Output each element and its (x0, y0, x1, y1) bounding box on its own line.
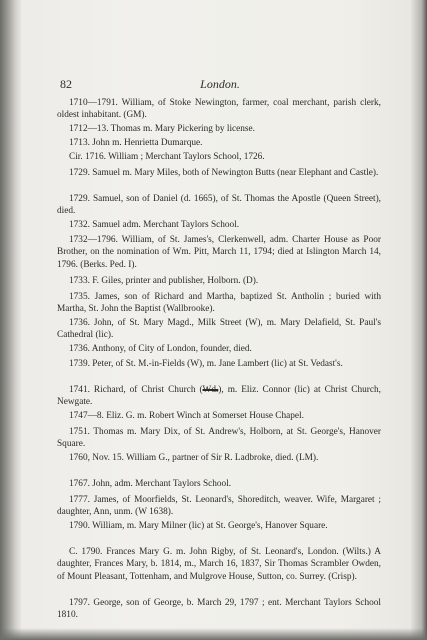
list-item: 1733. F. Giles, printer and publisher, Holborn. (D). (69, 276, 259, 286)
list-item: 1751. Thomas m. Mary Dix, of St. Andrew's, Holborn, at St. George's, Hanover Square. (57, 427, 381, 450)
list-item: 1710—1791. William, of Stoke Newington, farmer, coal merchant, parish clerk, oldest inhabitant. (GM). (57, 98, 381, 121)
list-item: 1747—8. Eliz. G. m. Robert Winch at Somerset House Chapel. (69, 411, 304, 421)
page-bottom-shadow (0, 628, 427, 640)
list-item: 1797. George, son of George, b. March 29, 1797 ; ent. Merchant Taylors School 1810. (57, 598, 381, 621)
list-item: 1736. John, of St. Mary Magd., Milk Street (W), m. Mary Delafield, St. Paul's Cathedral (lic). (57, 318, 381, 341)
list-item: 1712—13. Thomas m. Mary Pickering by license. (69, 124, 255, 134)
page-edge-shadow (409, 0, 427, 640)
page-number: 82 (60, 77, 72, 91)
list-item: 1736. Anthony, of City of London, founder, died. (69, 344, 252, 354)
list-item: 1732—1796. William, of St. James's, Clerkenwell, adm. Charter House as Poor Brother, on the nomination of Wm. Pitt, March 11, 1794; died at Islington March 14, 1796. (Berks. Ped. I). (57, 235, 381, 270)
list-item: 1713. John m. Henrietta Dumarque. (69, 138, 203, 148)
list-item: 1790. William, m. Mary Milner (lic) at St. George's, Hanover Square. (69, 521, 328, 531)
page-gutter-shadow (0, 0, 22, 640)
list-item: 1739. Peter, of St. M.-in-Fields (W), m. Jane Lambert (lic) at St. Vedast's. (69, 359, 343, 369)
list-item: 1729. Samuel, son of Daniel (d. 1665), of St. Thomas the Apostle (Queen Street), died. (57, 194, 381, 217)
list-item: 1777. James, of Moorfields, St. Leonard's, Shoreditch, weaver. Wife, Margaret ; daughter, Ann, unm. (W 1638). (57, 495, 381, 518)
list-item: 1760, Nov. 15. William G., partner of Sir R. Ladbroke, died. (LM). (69, 453, 319, 463)
struck-text: Wd. (202, 385, 219, 395)
list-item: Cir. 1716. William ; Merchant Taylors School, 1726. (69, 152, 265, 162)
list-item: 1767. John, adm. Merchant Taylors School. (69, 479, 232, 489)
list-item: 1732. Samuel adm. Merchant Taylors School. (69, 220, 240, 230)
list-item: 1729. Samuel m. Mary Miles, both of Newington Butts (near Elephant and Castle). (69, 168, 379, 178)
list-item: 1741. Richard, of Christ Church (Wd.), m. Eliz. Connor (lic) at Christ Church, Newgate. (57, 385, 381, 408)
list-item: C. 1790. Frances Mary G. m. John Rigby, of St. Leonard's, London. (Wilts.) A daughter, Frances Mary, b. 1814, m., March 16, 1837, Sir Thomas Scrambler Owden, of Mount Pleasant, Tottenham, and Mulgrove House, Sutton, co. Surrey. (Crisp). (57, 547, 381, 582)
running-head: London. (200, 77, 240, 91)
page-header (60, 77, 380, 93)
list-item: 1735. James, son of Richard and Martha, baptized St. Antholin ; buried with Martha, St. John the Baptist (Wallbrooke). (57, 292, 381, 315)
